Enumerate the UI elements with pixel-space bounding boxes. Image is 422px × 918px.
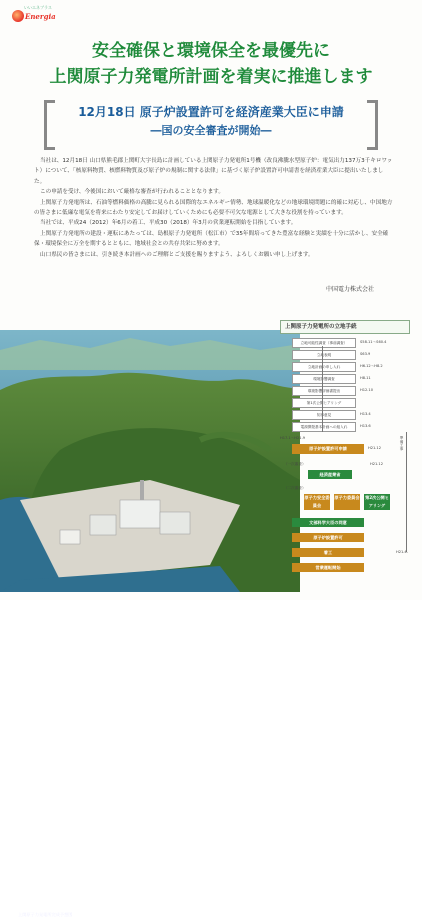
flow-step-date: H13.4	[360, 412, 371, 416]
flow-step: 第1次公開ヒアリング	[292, 398, 356, 408]
headline-line-2: 上関原子力発電所計画を着実に推進します	[49, 67, 373, 87]
flow-step: （一次審査）	[284, 462, 306, 466]
flow-side-date: H21.4-	[396, 550, 409, 554]
flow-step-date: H12.10	[360, 388, 373, 392]
body-paragraph: 当社では、平成24（2012）年6月の着工、平成30（2018）年3月の営業運転開始を目指しています。	[40, 220, 297, 227]
flow-step-date: H21.12	[368, 446, 381, 450]
flow-atomic-commission-box: 原子力委員会	[334, 494, 360, 510]
flow-step: 電源開発基本計画への組入れ	[292, 422, 356, 432]
flow-step: 立地可能性調査（事前調査）	[292, 338, 356, 348]
subheadline-line-2: ―国の安全審査が開始―	[150, 124, 272, 137]
flowchart-title: 上関原子力発電所の立地手続	[280, 320, 410, 334]
body-paragraph: 当社は、12月18日 山口県熊毛郡上関町大字長島に計画している上関原子力発電所1号機（改良沸騰水型原子炉：電気出力137万3千キロワット）について、「核原料物質、核燃料物質及び原子炉の規制に関する法律」に基づく原子炉設置許可申請書を経済産業大臣に提出いたしました。	[34, 158, 393, 185]
energia-logo	[8, 4, 68, 28]
plant-illustration	[0, 330, 300, 917]
subheadline-line-1: 12月18日 原子炉設置許可を経済産業大臣に申請	[78, 105, 344, 119]
flow-step-date: S58.11〜S60.4	[360, 340, 387, 344]
flow-ministry-box: 経済産業省	[308, 470, 352, 479]
flow-step-date: H13.6	[360, 424, 371, 428]
flow-step-date: H6.12〜H8.2	[360, 364, 383, 368]
flow-step: 環境影響調査	[292, 374, 356, 384]
logo-wordmark: Energia	[25, 12, 56, 21]
flow-step-date: H8.11	[360, 376, 371, 380]
flow-hearing-box: 第2次公開ヒアリング	[365, 495, 389, 508]
flow-operation-box: 営業運転開始	[292, 563, 364, 572]
flow-step: 立地計画の申し入れ	[292, 362, 356, 372]
headline-line-1: 安全確保と環境保全を最優先に	[92, 41, 330, 61]
flow-safety-commission-box: 原子力安全委員会	[304, 495, 330, 508]
flow-consent-box: 文部科学大臣の同意	[292, 518, 364, 527]
flow-step: 知事意見	[292, 410, 356, 420]
flow-step: 環境影響評価書提出	[292, 386, 356, 396]
illustration-caption: 上関原子力発電所完成予想図	[18, 912, 73, 917]
flow-step-date: S63.9	[360, 352, 371, 356]
siting-procedure-flowchart	[278, 336, 420, 576]
flow-step: 立地表明	[292, 350, 356, 360]
body-paragraph: 山口県民の皆さまには、引き続き本計画へのご理解とご支援を賜りますよう、よろしくお願い申し上げます。	[40, 251, 314, 258]
energia-mark-icon	[12, 10, 24, 22]
flow-application-box: 原子炉設置許可申請	[292, 444, 364, 454]
flow-connector	[322, 346, 323, 432]
flow-small-date: H21.12	[370, 462, 383, 466]
body-paragraph: 上関原子力発電所は、石油等燃料価格の高騰に見られる国際的なエネルギー情勢、地球温暖化などの地球環境問題に的確に対応し、中国地方の皆さまに低廉な電気を将来にわたり安定してお届けしていくためにも必要不可欠な電源として大きな役割を持っています。	[34, 199, 393, 217]
flow-small-date: H17.1〜H21.9	[280, 436, 306, 440]
flow-side-connector	[406, 432, 407, 552]
body-text	[34, 156, 394, 260]
body-paragraph: この申請を受け、今後国において厳格な審査が行われることとなります。	[40, 189, 224, 196]
plant-illustration-svg	[0, 330, 300, 592]
body-paragraph: 上関原子力発電所の建設・運転にあたっては、島根原子力発電所（松江市）で35年間培ってきた豊富な経験と実績を十分に活かし、安全確保・環境保全に万全を期するとともに、地域社会との共存共栄に努めます。	[34, 230, 389, 248]
logo-tagline: いいエネプラス	[24, 5, 52, 10]
subheadline-box	[44, 100, 378, 144]
flow-construction-box: 着工	[292, 548, 364, 557]
company-name: 中国電力株式会社	[325, 286, 374, 293]
flow-step: （二次審査）	[284, 486, 306, 490]
flow-permit-box: 原子炉設置許可	[292, 533, 364, 542]
flow-side-label: 準備工事	[400, 436, 404, 451]
